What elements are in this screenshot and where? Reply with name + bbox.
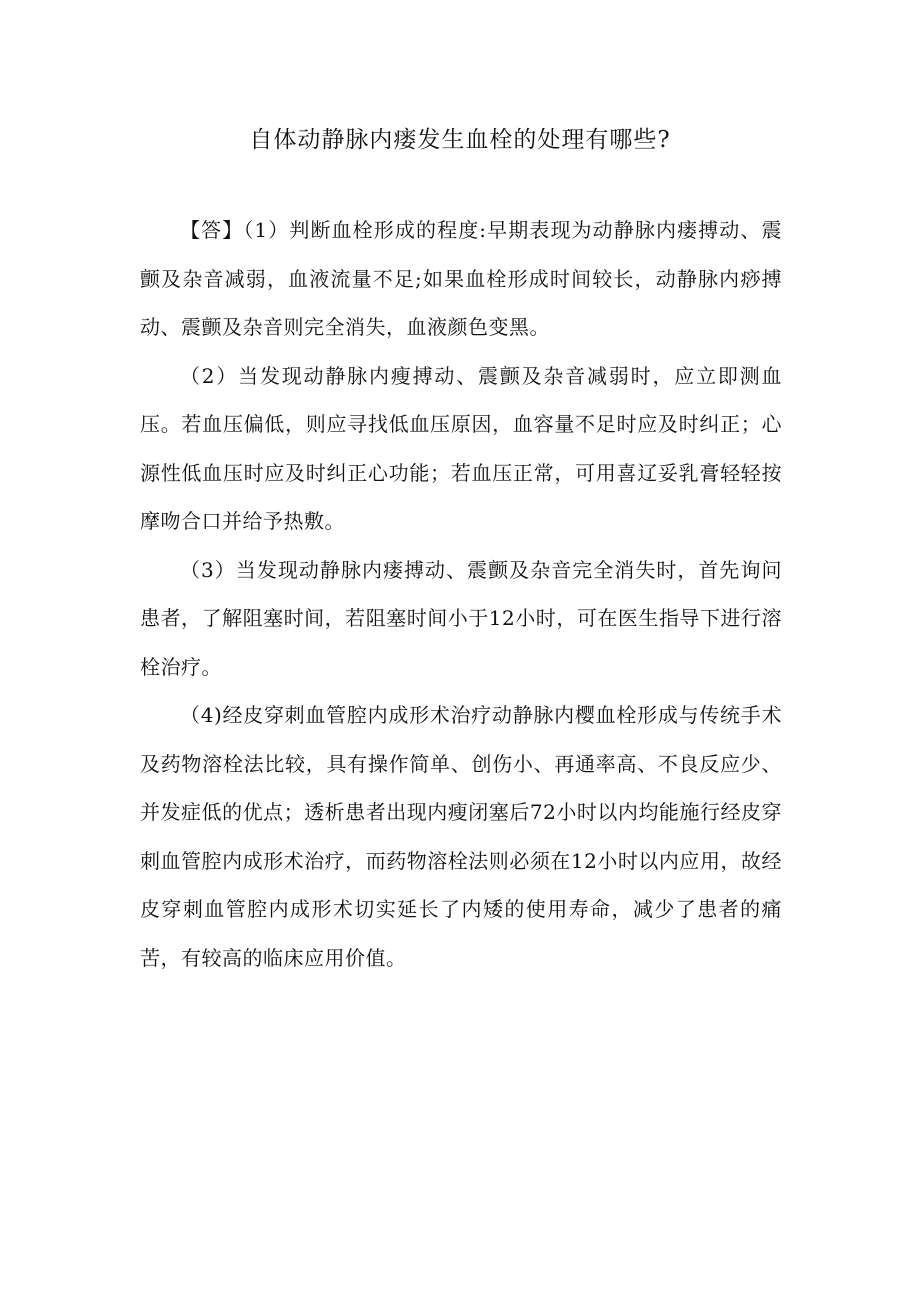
document-body (140, 206, 782, 982)
document-title: 自体动静脉内瘘发生血栓的处理有哪些? (249, 127, 671, 153)
paragraph-3: （3）当发现动静脉内瘘搏动、震颤及杂音完全消失时，首先询问患者，了解阻塞时间，若阻塞时间小于12小时，可在医生指导下进行溶栓治疗。 (140, 557, 782, 679)
paragraph-4: （4)经皮穿刺血管腔内成形术治疗动静脉内樱血栓形成与传统手术及药物溶栓法比较，具有操作简单、创伤小、再通率高、不良反应少、并发症低的优点；透析患者出现内瘦闭塞后72小时以内均能施行经皮穿刺血管腔内成形术治疗，而药物溶栓法则必须在12小时以内应用，故经皮穿刺血管腔内成形术切实延长了内矮的使用寿命，减少了患者的痛苦，有较高的临床应用价值。 (140, 703, 782, 970)
paragraph-1: 【答】（1）判断血栓形成的程度:早期表现为动静脉内瘘搏动、震颤及杂音减弱，血液流量不足;如果血栓形成时间较长，动静脉内痧搏动、震颤及杂音则完全消失，血液颜色变黑。 (140, 218, 782, 339)
paragraph-2: （2）当发现动静脉内瘦搏动、震颤及杂音减弱时，应立即测血压。若血压偏低，则应寻找低血压原因，血容量不足时应及时纠正；心源性低血压时应及时纠正心功能；若血压正常，可用喜辽妥乳膏轻轻按摩吻合口并给予热敷。 (140, 363, 782, 533)
